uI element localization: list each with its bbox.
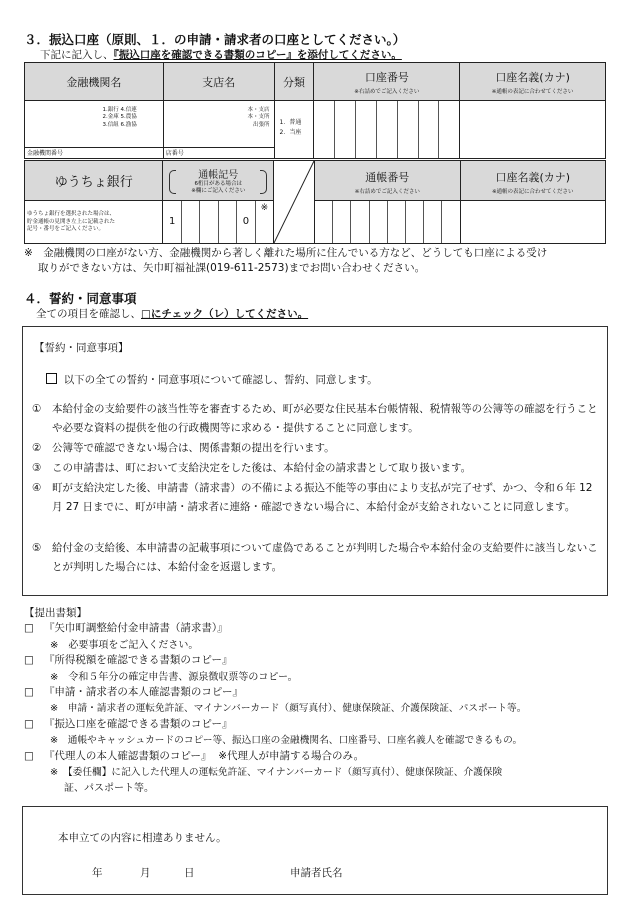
section3-heading: ３．振込口座（原則、１．の申請・請求者の口座としてください。） (24, 32, 406, 47)
yucho-explain-line: ゆうちょ銀行を選択された場合は、 (27, 211, 116, 218)
yucho-explain-line: 貯金通帳の見開き左上に記載された (27, 218, 116, 225)
branch-type-option: 出張所 (253, 121, 270, 128)
pledge-item-text: この申請書は、町において支給決定をした後は、本給付金の請求書として取り扱います。 (52, 462, 472, 474)
account-number-header-note: ※右詰めでご記入ください (354, 88, 420, 95)
yucho-bank-label: ゆうちょ銀行 (25, 161, 163, 201)
yucho-holder-note: ※通帳の表記に合わせてください (491, 189, 574, 196)
passbook-code-digits[interactable] (163, 201, 274, 244)
branch-type-options (248, 107, 270, 129)
bank-type-option: 1.銀行 4.信連 (102, 107, 137, 113)
no-account-notice-line2: 取りができない方は、矢巾町福祉課(019-611-2573)までお問い合わせください。 (38, 262, 426, 274)
pledge-item-number: ① (32, 403, 42, 415)
pledge-item-number: ③ (32, 462, 42, 474)
account-holder-header-label: 口座名義(カナ) (495, 70, 570, 84)
pledge-item-text: 公簿等で確認できない場合は、関係書類の提出を行います。 (52, 442, 335, 454)
agree-all-row[interactable] (46, 372, 378, 387)
agree-all-label: 以下の全ての誓約・同意事項について確認し、誓約、同意します。 (63, 374, 378, 386)
account-type-option: 1．普通 (279, 119, 302, 126)
section4-instruction-emphasis: □にチェック（レ）してください。 (141, 308, 309, 320)
passbook-number-label: 通帳番号 (365, 171, 410, 185)
document-note: ※ 【委任欄】に記入した代理人の運転免許証、マイナンバーカード（顔写真付）、健康保険証、介護保険 (50, 767, 503, 778)
pledge-item-number: ② (32, 442, 42, 454)
yucho-account-table (24, 160, 606, 244)
pledge-item (32, 479, 602, 517)
account-number-header (314, 63, 460, 101)
bank-account-table (24, 62, 606, 159)
account-type-option: 2．当座 (279, 128, 302, 136)
passbook-code-label: 通帳記号 (198, 169, 239, 181)
document-note: ※ 令和５年分の確定申告書、源泉徴収票等のコピー。 (50, 672, 298, 683)
yucho-holder-field[interactable] (460, 201, 606, 244)
passbook-code-note1: 6桁目がある場合は (194, 180, 243, 187)
branch-code-label: 店番号 (165, 150, 184, 157)
bank-type-option: 2.金庫 5.農協 (102, 114, 137, 121)
pledge-item-number: ④ (32, 482, 42, 494)
no-account-notice-line1: ※ 金融機関の口座がない方、金融機関から著しく離れた場所に住んでいる方など、どうしても口座による受け (24, 247, 548, 259)
declaration-month-label: 月 (140, 867, 151, 879)
pledge-item-text: 給付金の支給後、本申請書の記載事項について虚偽であることが判明した場合や本給付金の支給要件に該当しないことが判明した場合には、本給付金を返還します。 (52, 542, 598, 573)
pledge-item-text: 本給付金の支給要件の該当性等を審査するため、町が必要な住民基本台帳情報、税情報等の公簿等の確認を行うことや必要な資料の提供を他の行政機関等に求める・提供することに同意します。 (52, 403, 598, 434)
document-note: ※ 通帳やキャッシュカードのコピー等、振込口座の金融機関名、口座番号、口座名義人を確認できるもの。 (50, 735, 523, 746)
pledge-title: 【誓約・同意事項】 (34, 342, 129, 354)
bank-type-option: 3.信組 6.漁協 (102, 121, 137, 128)
branch-name-header: 支店名 (163, 63, 274, 101)
pledge-item (32, 539, 602, 577)
document-checkbox[interactable]: □ (24, 654, 34, 666)
diagonal-slash (274, 161, 314, 243)
document-name: 『所得税額を確認できる書類のコピー』 (43, 654, 233, 666)
declaration-box (22, 806, 608, 895)
account-number-digits[interactable] (314, 101, 460, 159)
account-holder-header-note: ※通帳の表記に合わせてください (491, 88, 574, 95)
applicant-name-label: 申請者氏名 (290, 867, 343, 879)
section3-instruction (40, 47, 402, 62)
yucho-holder-header (460, 161, 606, 201)
account-holder-header (460, 63, 606, 101)
pledge-item-number: ⑤ (32, 542, 42, 554)
document-item[interactable] (24, 748, 364, 763)
bank-type-options (103, 107, 137, 129)
document-name: 『申請・請求者の本人確認書類のコピー』 (43, 686, 244, 698)
bank-name-field[interactable] (25, 101, 164, 159)
section4-instruction (36, 306, 308, 321)
document-checkbox[interactable]: □ (24, 750, 34, 762)
passbook-number-note: ※右詰めでご記入ください (354, 189, 420, 196)
declaration-day-label: 日 (184, 867, 195, 879)
document-name: 『振込口座を確認できる書類のコピー』 (43, 718, 233, 730)
section3-instruction-pre: 下記に記入し、 (40, 49, 114, 61)
document-name: 『矢巾町調整給付金申請書（請求書）』 (43, 622, 228, 634)
passbook-digit-fixed-1: 1 (169, 216, 176, 228)
passbook-code-header (163, 161, 274, 201)
document-checkbox[interactable]: □ (24, 622, 34, 634)
pledge-item (32, 400, 602, 438)
branch-type-option: 本・支店 (247, 107, 270, 113)
declaration-year-label: 年 (92, 867, 103, 879)
pledge-item (32, 439, 602, 458)
document-note-continued: 証、パスポート等。 (64, 783, 154, 794)
account-number-header-label: 口座番号 (364, 70, 409, 84)
section4-instruction-pre: 全ての項目を確認し、 (36, 308, 141, 320)
passbook-number-digits[interactable] (315, 201, 460, 244)
account-holder-field[interactable] (460, 101, 606, 159)
pledge-item (32, 459, 602, 478)
agree-all-checkbox[interactable] (46, 373, 57, 384)
document-item[interactable] (24, 620, 228, 635)
yucho-explain-line: 記号・番号をご記入ください。 (27, 225, 105, 232)
document-extra-note: ※代理人が申請する場合のみ。 (218, 750, 365, 762)
document-item[interactable] (24, 652, 233, 667)
document-note: ※ 必要事項をご記入ください。 (50, 640, 199, 651)
account-type-field[interactable] (274, 101, 314, 159)
passbook-digit-fixed-0: 0 (236, 201, 254, 243)
yucho-explain (25, 201, 163, 244)
branch-name-field[interactable] (163, 101, 274, 159)
document-item[interactable] (24, 684, 243, 699)
document-note: ※ 申請・請求者の運転免許証、マイナンバーカード（顔写真付）、健康保険証、介護保険証、パスポート等。 (50, 703, 527, 714)
documents-title: 【提出書類】 (24, 607, 87, 619)
passbook-code-note2: ※欄にご記入ください (191, 188, 246, 195)
passbook-number-header (315, 161, 460, 201)
yucho-holder-label: 口座名義(カナ) (495, 171, 571, 185)
bank-code-label: 金融機関番号 (27, 150, 64, 157)
document-checkbox[interactable]: □ (24, 686, 34, 698)
section3-instruction-emphasis: 『振込口座を確認できる書類のコピー』を添付してください。 (113, 49, 402, 61)
pledge-item-text: 町が支給決定した後、申請書（請求書）の不備による振込不能等の事由により支払が完了せず、かつ、令和６年 12 月 27 日までに、町が申請・請求者に連絡・確認できない場合に、本給付金が支給されないことに同意します。 (52, 482, 593, 513)
account-type-options (280, 118, 302, 137)
account-type-header: 分類 (274, 63, 314, 101)
document-checkbox[interactable]: □ (24, 718, 34, 730)
bank-name-header: 金融機関名 (25, 63, 164, 101)
passbook-digit-sixth[interactable]: ※ (255, 201, 273, 243)
yucho-type-diagonal (274, 161, 315, 244)
document-name: 『代理人の本人確認書類のコピー』 (43, 750, 212, 762)
applicant-name-field[interactable] (350, 858, 590, 880)
section4-heading: ４．誓約・同意事項 (24, 291, 137, 306)
branch-type-option: 本・支所 (247, 114, 270, 121)
declaration-text: 本申立ての内容に相違ありません。 (58, 832, 227, 844)
document-item[interactable] (24, 716, 233, 731)
